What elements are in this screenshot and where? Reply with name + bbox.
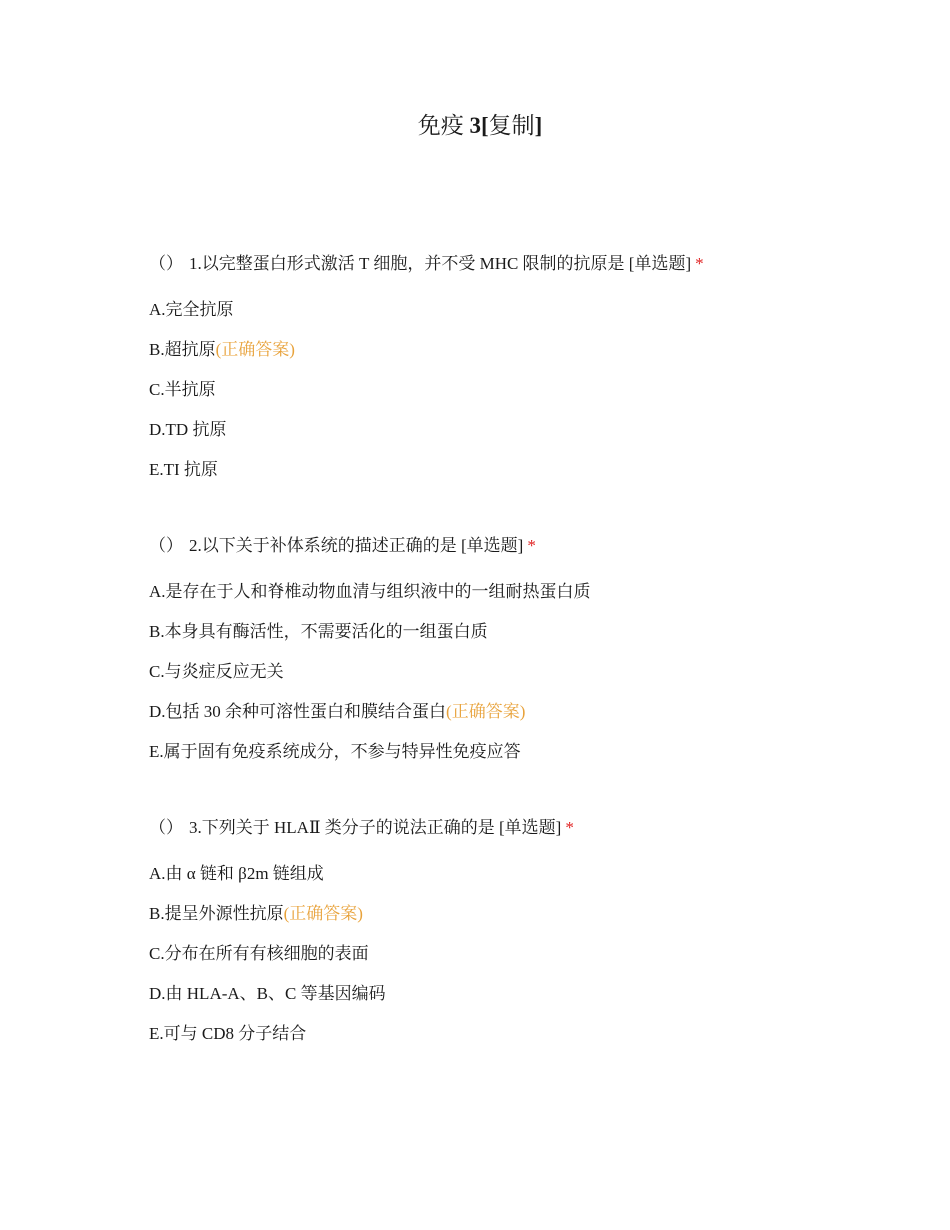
option-text: B.提呈外源性抗原	[149, 904, 284, 923]
option-text: C.半抗原	[149, 380, 216, 399]
question-text: 1.以完整蛋白形式激活 T 细胞，并不受 MHC 限制的抗原是 [单选题]	[189, 254, 692, 273]
option-text: A.由 α 链和 β2m 链组成	[149, 864, 324, 883]
question-1	[149, 252, 909, 498]
option-text: D.包括 30 余种可溶性蛋白和膜结合蛋白	[149, 702, 447, 721]
option-b	[149, 902, 909, 926]
question-text: 3.下列关于 HLAⅡ 类分子的说法正确的是 [单选题]	[189, 818, 562, 837]
option-c	[149, 942, 909, 966]
correct-answer-tag: (正确答案)	[446, 702, 526, 721]
document-title	[0, 110, 950, 142]
option-text: E.属于固有免疫系统成分，不参与特异性免疫应答	[149, 742, 521, 761]
question-stem	[149, 816, 909, 840]
option-text: C.分布在所有有核细胞的表面	[149, 944, 369, 963]
option-b	[149, 620, 909, 644]
question-text: 2.以下关于补体系统的描述正确的是 [单选题]	[189, 536, 524, 555]
option-d	[149, 418, 909, 442]
option-a	[149, 862, 909, 886]
required-mark: *	[565, 818, 574, 837]
answer-bracket: （）	[149, 818, 183, 837]
option-e	[149, 740, 909, 764]
question-2	[149, 534, 909, 780]
question-stem	[149, 534, 909, 558]
option-e	[149, 458, 909, 482]
option-text: C.与炎症反应无关	[149, 662, 284, 681]
option-text: B.超抗原	[149, 340, 216, 359]
option-text: B.本身具有酶活性，不需要活化的一组蛋白质	[149, 622, 488, 641]
required-mark: *	[695, 254, 704, 273]
option-d	[149, 700, 909, 724]
question-3	[149, 816, 909, 1062]
required-mark: *	[527, 536, 536, 555]
option-d	[149, 982, 909, 1006]
option-text: E.TI 抗原	[149, 460, 218, 479]
answer-bracket: （）	[149, 536, 183, 555]
title-suffix: 复制	[488, 113, 535, 138]
option-text: D.由 HLA-A、B、C 等基因编码	[149, 984, 386, 1003]
question-stem	[149, 252, 909, 276]
option-c	[149, 660, 909, 684]
option-b	[149, 338, 909, 362]
option-text: A.完全抗原	[149, 300, 234, 319]
option-a	[149, 298, 909, 322]
option-e	[149, 1022, 909, 1046]
title-number: 3[	[469, 113, 489, 138]
title-close: ]	[534, 113, 543, 138]
option-c	[149, 378, 909, 402]
option-a	[149, 580, 909, 604]
option-text: A.是存在于人和脊椎动物血清与组织液中的一组耐热蛋白质	[149, 582, 591, 601]
answer-bracket: （）	[149, 254, 183, 273]
correct-answer-tag: (正确答案)	[215, 340, 295, 359]
title-main: 免疫	[417, 113, 470, 138]
correct-answer-tag: (正确答案)	[283, 904, 363, 923]
option-text: E.可与 CD8 分子结合	[149, 1024, 307, 1043]
option-text: D.TD 抗原	[149, 420, 227, 439]
